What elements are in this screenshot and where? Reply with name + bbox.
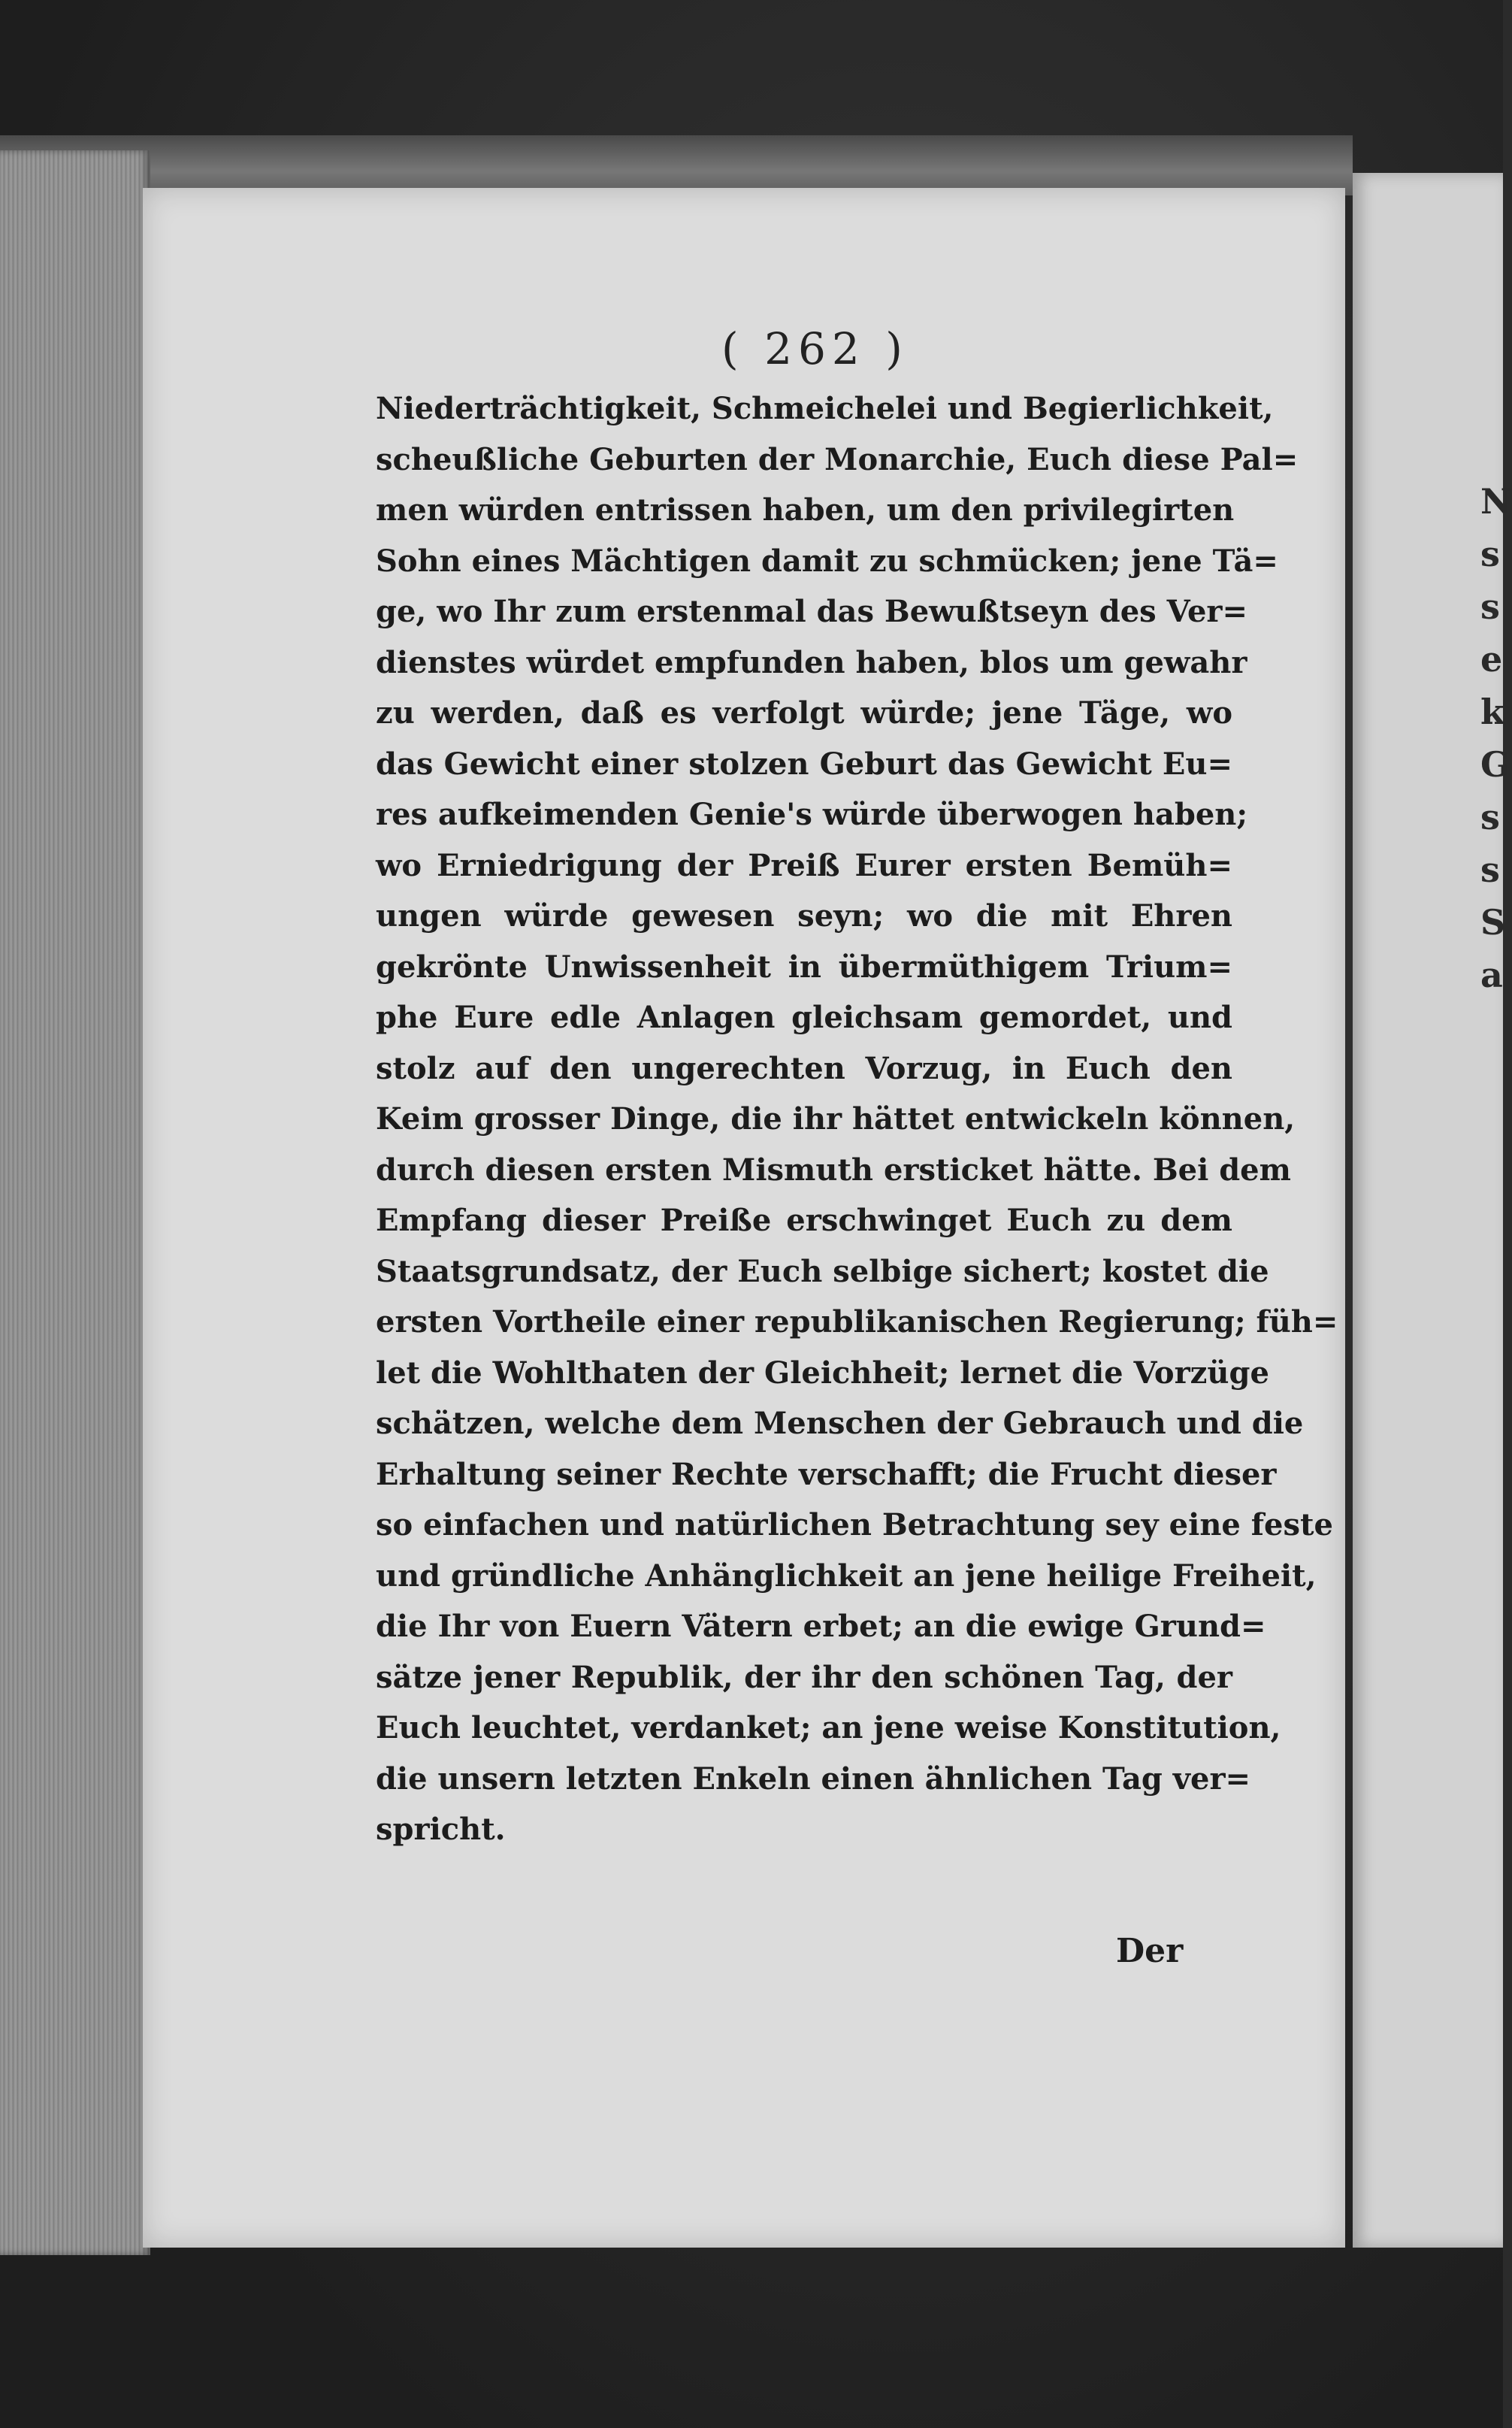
facing-fragment: G (1480, 744, 1510, 785)
facing-fragment: N (1480, 481, 1512, 522)
text-line: zu werden, daß es verfolgt würde; jene Täge, wo (376, 695, 1232, 731)
catchword: Der (1116, 1932, 1184, 1970)
facing-fragment: s (1480, 586, 1500, 627)
text-line: res aufkeimenden Genie's würde überwogen haben; (376, 797, 1248, 832)
page-stack-edge (0, 150, 150, 2255)
text-line: stolz auf den ungerechten Vorzug, in Euch den (376, 1050, 1232, 1086)
text-line: Erhaltung seiner Rechte verschafft; die Frucht dieser (376, 1456, 1277, 1492)
book-binding (0, 135, 1353, 195)
text-line: und gründliche Anhänglichkeit an jene heilige Freiheit, (376, 1558, 1317, 1594)
text-line: ersten Vortheile einer republikanischen Regierung; füh= (376, 1304, 1338, 1340)
text-line: scheußliche Geburten der Monarchie, Euch diese Pal= (376, 441, 1299, 477)
text-line: dienstes würdet empfunden haben, blos um gewahr (376, 644, 1247, 680)
facing-fragment: k (1480, 692, 1504, 732)
text-line: let die Wohlthaten der Gleichheit; lernet die Vorzüge (376, 1355, 1269, 1391)
text-line: Niederträchtigkeit, Schmeichelei und Begierlichkeit, (376, 391, 1274, 426)
text-line: wo Erniedrigung der Preiß Eurer ersten Bemüh= (376, 847, 1232, 883)
text-line: ge, wo Ihr zum erstenmal das Bewußtseyn des Ver= (376, 594, 1248, 629)
facing-fragment: s (1480, 534, 1500, 574)
facing-fragment: s (1480, 849, 1500, 890)
text-line: das Gewicht einer stolzen Geburt das Gewicht Eu= (376, 746, 1232, 782)
text-line: durch diesen ersten Mismuth ersticket hätte. Bei dem (376, 1152, 1291, 1188)
text-line: Empfang dieser Preiße erschwinget Euch zu dem (376, 1203, 1232, 1238)
text-line: die Ihr von Euern Vätern erbet; an die ewige Grund= (376, 1609, 1266, 1644)
text-line: men würden entrissen haben, um den privilegirten (376, 492, 1235, 528)
text-line: ungen würde gewesen seyn; wo die mit Ehren (376, 898, 1232, 934)
facing-fragment: a (1480, 955, 1503, 995)
text-line: phe Eure edle Anlagen gleichsam gemordet, und (376, 1000, 1232, 1035)
text-line: Staatsgrundsatz, der Euch selbige sichert; kostet die (376, 1253, 1269, 1289)
text-line: gekrönte Unwissenheit in übermüthigem Trium= (376, 949, 1232, 985)
text-line: sätze jener Republik, der ihr den schönen Tag, der (376, 1659, 1232, 1695)
body-text (376, 383, 1338, 1855)
facing-fragment: s (1480, 797, 1500, 837)
text-line: Sohn eines Mächtigen damit zu schmücken; jene Tä= (376, 543, 1278, 579)
text-line: spricht. (376, 1812, 506, 1847)
facing-fragment: S (1480, 902, 1506, 943)
text-line: Euch leuchtet, verdanket; an jene weise Konstitution, (376, 1710, 1281, 1745)
text-line: die unsern letzten Enkeln einen ähnlichen Tag ver= (376, 1760, 1251, 1797)
facing-page (1353, 173, 1512, 2248)
facing-fragment: e (1480, 639, 1503, 680)
text-line: Keim grosser Dinge, die ihr hättet entwickeln können, (376, 1101, 1296, 1137)
page-number: ( 262 ) (721, 323, 909, 374)
text-line: schätzen, welche dem Menschen der Gebrauch und die (376, 1406, 1304, 1441)
text-line: so einfachen und natürlichen Betrachtung sey eine feste (376, 1507, 1333, 1542)
